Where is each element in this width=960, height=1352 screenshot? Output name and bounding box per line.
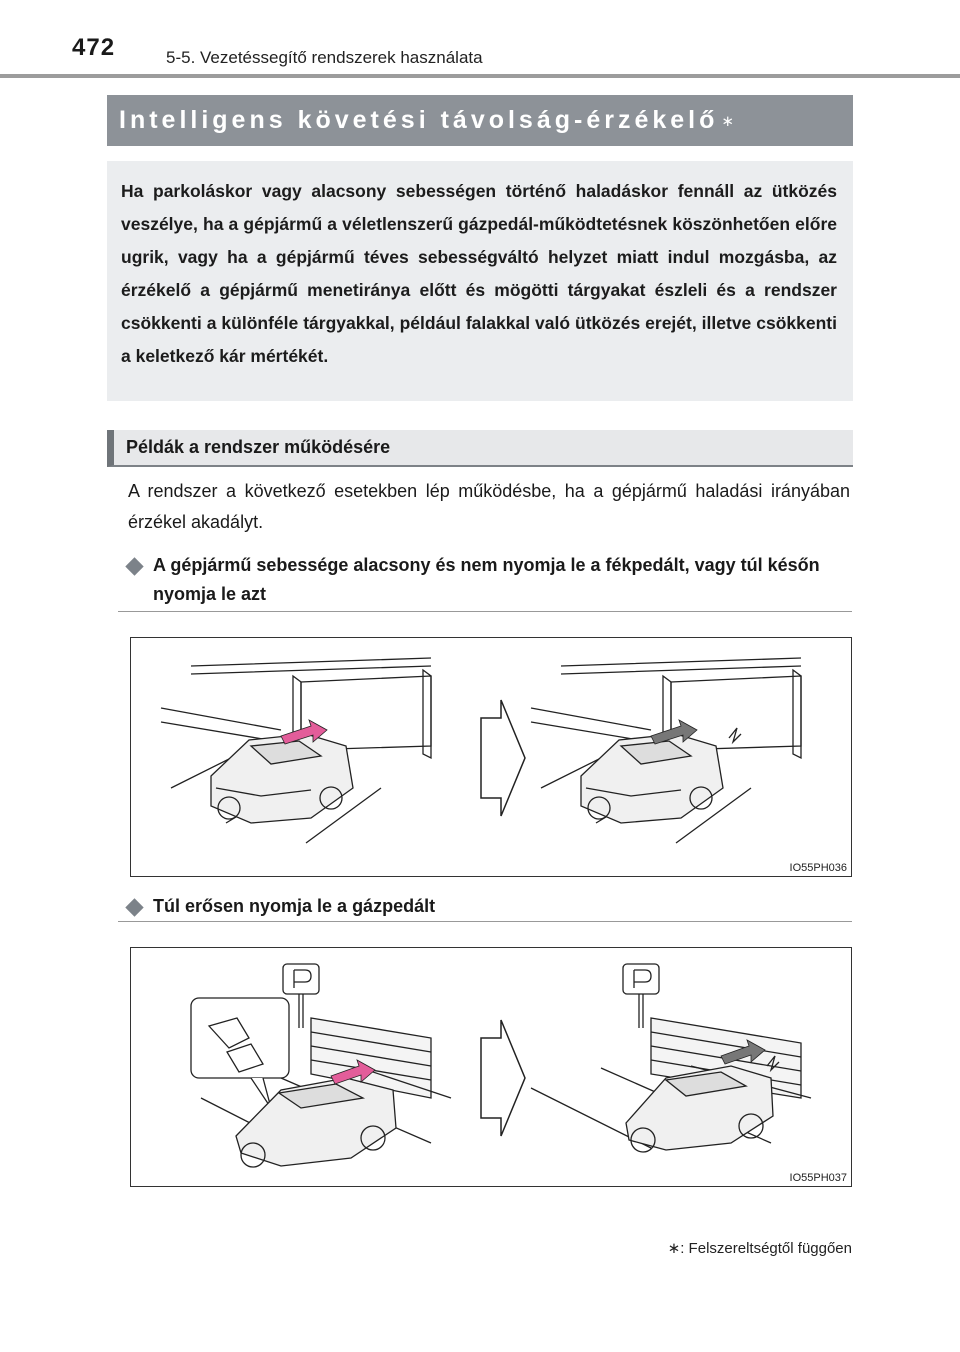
case-1-text: A gépjármű sebessége alacsony és nem nyomja le a fékpedált, vagy túl későn nyomja le azt xyxy=(153,555,820,604)
diamond-bullet-icon xyxy=(125,557,143,575)
figure-2-illustration xyxy=(131,948,850,1185)
page-number: 472 xyxy=(72,34,116,61)
header-rule xyxy=(0,74,960,78)
subheading: Példák a rendszer működésére xyxy=(126,437,391,457)
figure-1 xyxy=(130,637,852,877)
case-1-heading xyxy=(128,551,855,609)
intro-box xyxy=(107,161,853,401)
subheading-bar xyxy=(107,430,853,467)
figure-2-code: IO55PH037 xyxy=(789,1172,847,1184)
case-2-heading xyxy=(128,892,435,921)
intro-text: Ha parkoláskor vagy alacsony sebességen történő haladáskor fennáll az ütközés veszélye, ha a gépjármű a véletlenszerű gázpedál-működtetésnek köszönhetően előre ugrik, vagy ha a gépjármű téves sebességváltó helyzet miatt indul mozgásba, az érzékelő a gépjármű menetiránya előtt és mögötti tárgyakat észleli és a rendszer csökkenti a különféle tárgyakkal, például falakkal való ütközés erejét, illetve csökkenti a keletkező kár mértékét. xyxy=(121,181,837,366)
chapter-title: 5-5. Vezetéssegítő rendszerek használata xyxy=(166,48,483,67)
figure-1-illustration xyxy=(131,638,850,875)
case-2-rule xyxy=(118,921,852,922)
section-body-text: A rendszer a következő esetekben lép működésbe, ha a gépjármű haladási irányában érzékel akadályt. xyxy=(128,481,850,532)
figure-2 xyxy=(130,947,852,1187)
diamond-bullet-icon xyxy=(125,898,143,916)
figure-1-code: IO55PH036 xyxy=(789,862,847,874)
section-title: Intelligens követési távolság-érzékelő xyxy=(119,106,719,134)
option-marker: ∗ xyxy=(721,112,734,130)
case-1-rule xyxy=(118,611,852,612)
case-2-text: Túl erősen nyomja le a gázpedált xyxy=(153,896,436,916)
footnote: ∗: Felszereltségtől függően xyxy=(667,1240,852,1257)
section-title-bar xyxy=(107,95,853,146)
